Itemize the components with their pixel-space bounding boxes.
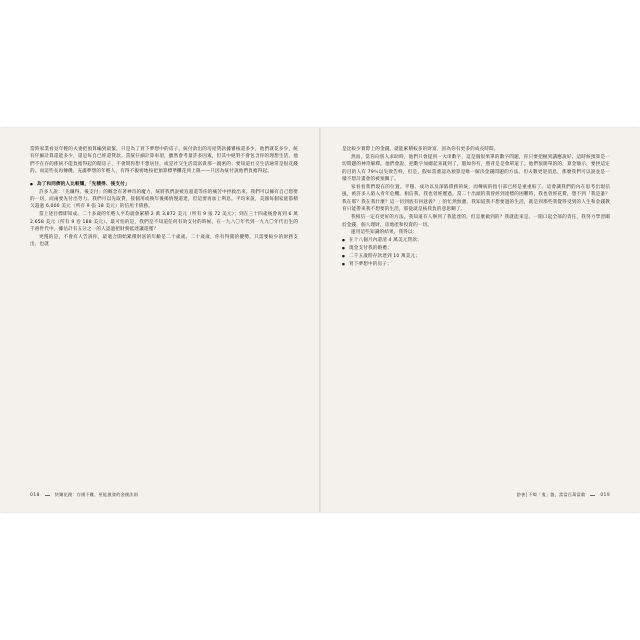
open-book	[0, 128, 640, 512]
paragraph: 是比較少實際上的金錢，就能累積較多的財富，因為你有更多的成長時間。	[342, 147, 499, 152]
paragraph: 運用這些知識的結果，我得以：	[351, 230, 418, 236]
page-number: 019	[600, 492, 610, 498]
right-page-footer	[517, 492, 610, 498]
paragraph: 當上述目標即知成。二十多歲的年輕人平均就會累積 2 萬 3,872 美元（所有 9 張 72 美元）；到在三十四歲後會再到 6 萬 2,658 美元（所有 9 卷 188 美元）。最可怕的是，我們是不知道任何有效支付的時候。在一九八〇年代到一九九〇年代出生的千禧世代中，據估計有五分之一的人認過把財務抵達讓還僅？	[30, 212, 298, 233]
list-item: ● 買下夢想中的房子；	[342, 261, 610, 268]
running-head: 鈔會│不喝「鬼」盤，當富百萬富翁	[516, 492, 586, 497]
paragraph: 然而，當你向別人求助時，他們只會提到一大串數字，這是個很果單的數字問題，你只要把握到講應說好，這時候預算是一切問題的神奇解釋。他們會說，把數字加總起來就到了，假如你有，照背是是會單道了。他們很簡單的的，算金額示，要拯這定的目的人有 79％以失敗告終，但是，假如當薰認為預算是唯一解決金錢問題的方法。但夫數更迎消息，那麼我們可以說並是一樣不想計畫會的被預關了。	[342, 154, 610, 183]
paragraph: 家看看我們現在的位置。平穩、成功以及深陷債務的統，而傳統的指引部已經是重重較了。這會讓我們的內在思考出現信風，被許多人陷入青年危機。相信我，我也曾經歷過。當二十出頭的我曾經到達標的困難時，我也曾經花費，想不到「我是誰？我在那？我在我什麼？這一切到底有何意義？」的忙然無慮。我知道我不想要過的生活，就是到那些我覺得受到的人生和金錢教育只能帶來我不想要的生活，那從就是核我負的意思糊了。	[342, 185, 610, 213]
paragraph: 更慢的是，不會有人告訴你，最適合開始累積財富的年齡是二十歲歲。二十歲歲，你有得開的優勢，只需要較少的財務支出，也就	[30, 234, 298, 248]
running-head: 快樂花錢：存錢不難，更能激發的金錢法則	[54, 492, 139, 497]
paragraph: 許多人說：「先賺得、後支付」的概念有著神奇的魔力，統將我們說被迫超還等你的痛苦中拯救出來。我們可以擁有自己想要的一切，而兩要先付出勞力。我們可以先取貸，接個用或換年後揭情慢還達，但這要再加上利息。平均來說，美國每個家庭都積欠超過 6,000 美元（所有 9 張 18 美元）的信用卡債務。	[30, 189, 298, 210]
paragraph: 當時家業看見年輕的夫妻把預算編到最緊，只是為了買下夢想中的房子。統付款出的房屋貸款據審核還多少，他們就花多少，統有仔細計算還能多少，還是每自已經還貸款。當統仔細計算車項，雖然會考量許多因素，但其中絕對不會包含你的理想生活，他們不在存的係統不能負擔得起的開房子，不會問你想不想居住，或是社交生活需富貴那一親密的；要知道社交生活通常是很花錢的。而這些長再傳優、充滿夢想的年輕人，有得不親密地按把預算標準攤花到上限——只因為統付說他們負擔得起。	[30, 147, 298, 175]
list-item: ● 現金支付我的婚禮；	[342, 245, 610, 252]
footer-rule	[45, 495, 50, 496]
left-page	[0, 128, 320, 512]
page-number: 018	[30, 492, 40, 498]
left-page-text-column	[30, 146, 298, 249]
paragraph: 我相信一定有更好的方法。我知道有人辦到了我能達的，但怎麼做到的？我就能來是。一開口起全部的責任，我努力學習關於金錢，個人理財，房地產和投資的一切。	[342, 215, 610, 228]
section-heading: ● 為了和同儕的人比較耀，「先積得、後支付」	[30, 181, 298, 188]
right-page	[320, 128, 640, 512]
list-item: ● 在十八個月內還清 4 萬美元貸款；	[342, 237, 610, 244]
list-item: ● 二千五歲時存款達到 10 萬美元；	[342, 253, 610, 260]
right-page-text-column	[342, 146, 610, 269]
footer-rule	[590, 495, 595, 496]
book-gutter	[319, 128, 321, 512]
left-page-footer	[30, 492, 138, 498]
